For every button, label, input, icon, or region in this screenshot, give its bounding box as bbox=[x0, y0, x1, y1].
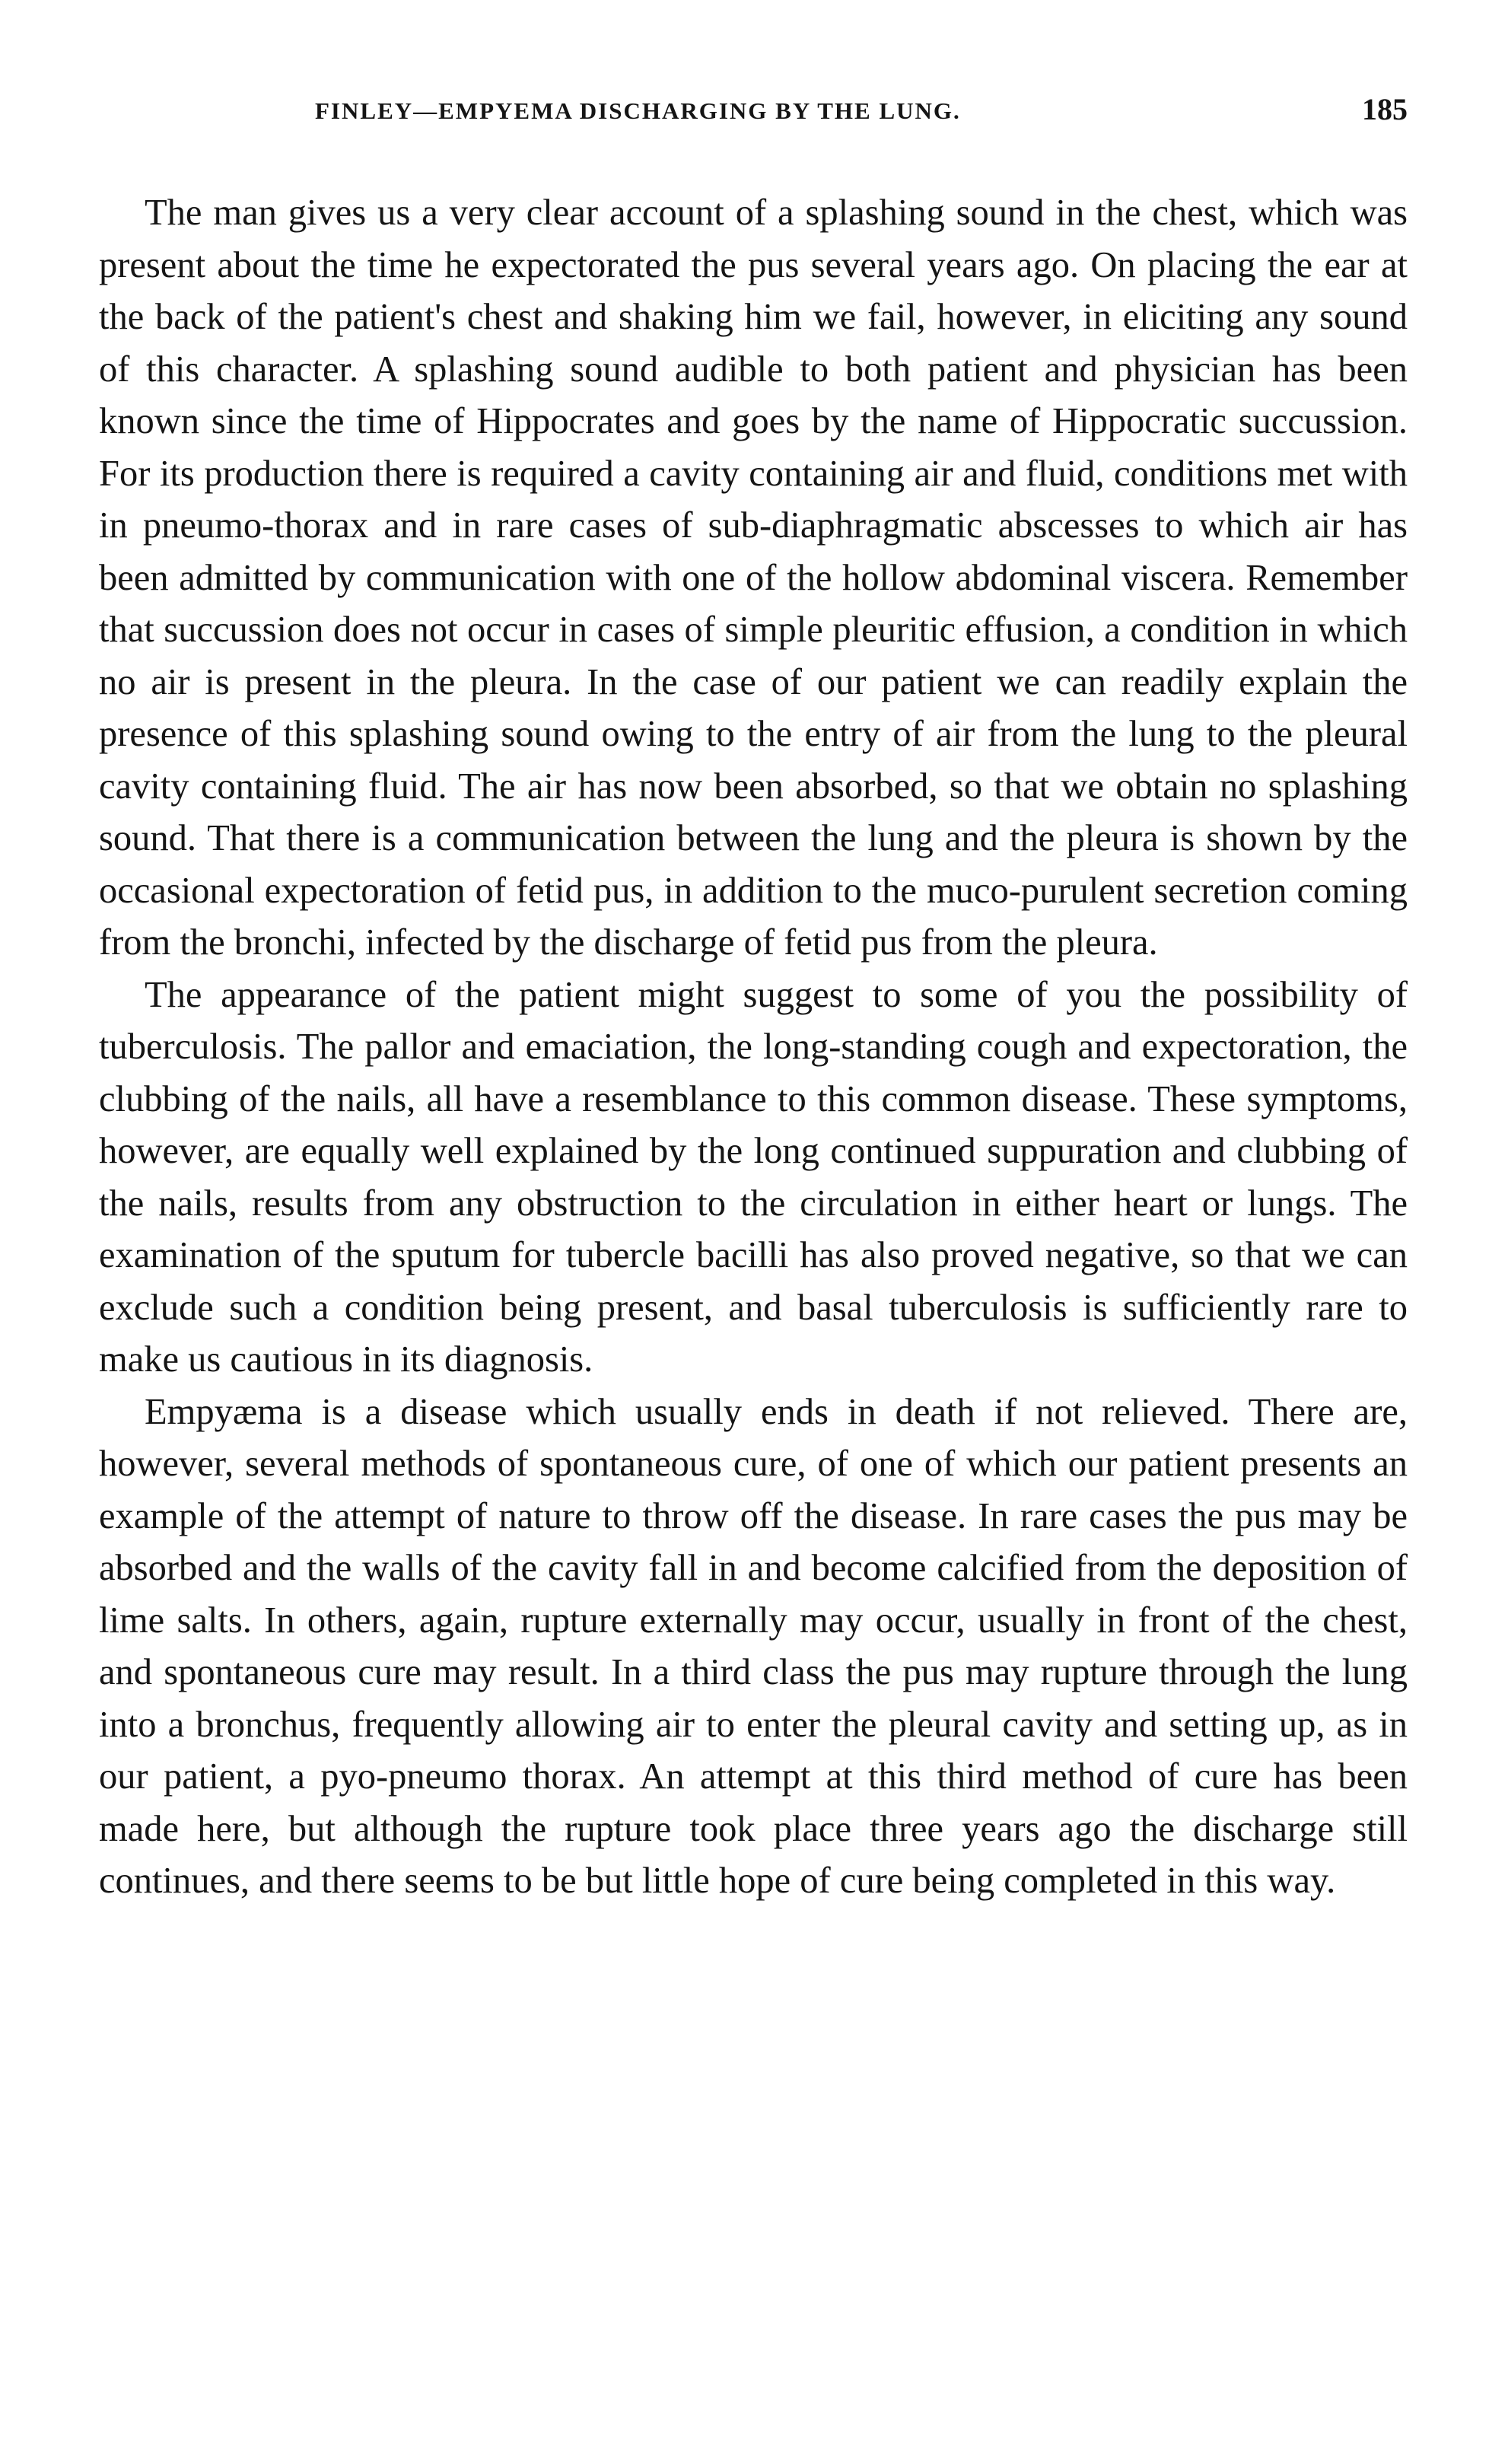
page bbox=[99, 84, 1408, 2412]
running-head bbox=[99, 84, 1408, 145]
article-body bbox=[99, 187, 1408, 1908]
paragraph-empyema-cure: Empyæma is a disease which usually ends in death if not relieved. There are, however, several methods of spontaneous cure, of one of which our patient presents an example of the attempt of nature to throw off the disease. In rare cases the pus may be absorbed and the walls of the cavity fall in and become calcified from the deposition of lime salts. In others, again, rupture externally may occur, usually in front of the chest, and spontaneous cure may result. In a third class the pus may rupture through the lung into a bronchus, frequently allowing air to enter the pleural cavity and setting up, as in our patient, a pyo-pneumo thorax. An attempt at this third method of cure has been made here, but although the rupture took place three years ago the discharge still continues, and there seems to be but little hope of cure being completed in this way. bbox=[99, 1391, 1408, 1901]
running-title: FINLEY—EMPYEMA DISCHARGING BY THE LUNG. bbox=[315, 97, 961, 124]
paragraph-succussion: The man gives us a very clear account of a splashing sound in the chest, which was present about the time he expectorated the pus several years ago. On placing the ear at the back of the patient's chest and shaking him we fail, however, in eliciting any sound of this character. A splashing sound audible to both patient and physician has been known since the time of Hippocrates and goes by the name of Hippocratic succussion. For its production there is required a cavity containing air and fluid, conditions met with in pneumo-thorax and in rare cases of sub-diaphragmatic abscesses to which air has been admitted by communication with one of the hollow abdominal viscera. Remember that succussion does not occur in cases of simple pleuritic effusion, a condition in which no air is present in the pleura. In the case of our patient we can readily explain the presence of this splashing sound owing to the entry of air from the lung to the pleural cavity containing fluid. The air has now been absorbed, so that we obtain no splashing sound. That there is a communication between the lung and the pleura is shown by the occasional expectoration of fetid pus, in addition to the muco-purulent secretion coming from the bronchi, infected by the discharge of fetid pus from the pleura. bbox=[99, 193, 1408, 963]
paragraph-tuberculosis: The appearance of the patient might suggest to some of you the possibility of tuberculosis. The pallor and emaciation, the long-standing cough and expectoration, the clubbing of the nails, all have a resemblance to this common disease. These symptoms, however, are equally well explained by the long continued suppuration and clubbing of the nails, results from any obstruction to the circulation in either heart or lungs. The examination of the sputum for tubercle bacilli has also proved negative, so that we can exclude such a condition being present, and basal tuberculosis is sufficiently rare to make us cautious in its diagnosis. bbox=[99, 974, 1408, 1380]
page-number: 185 bbox=[1362, 92, 1408, 126]
